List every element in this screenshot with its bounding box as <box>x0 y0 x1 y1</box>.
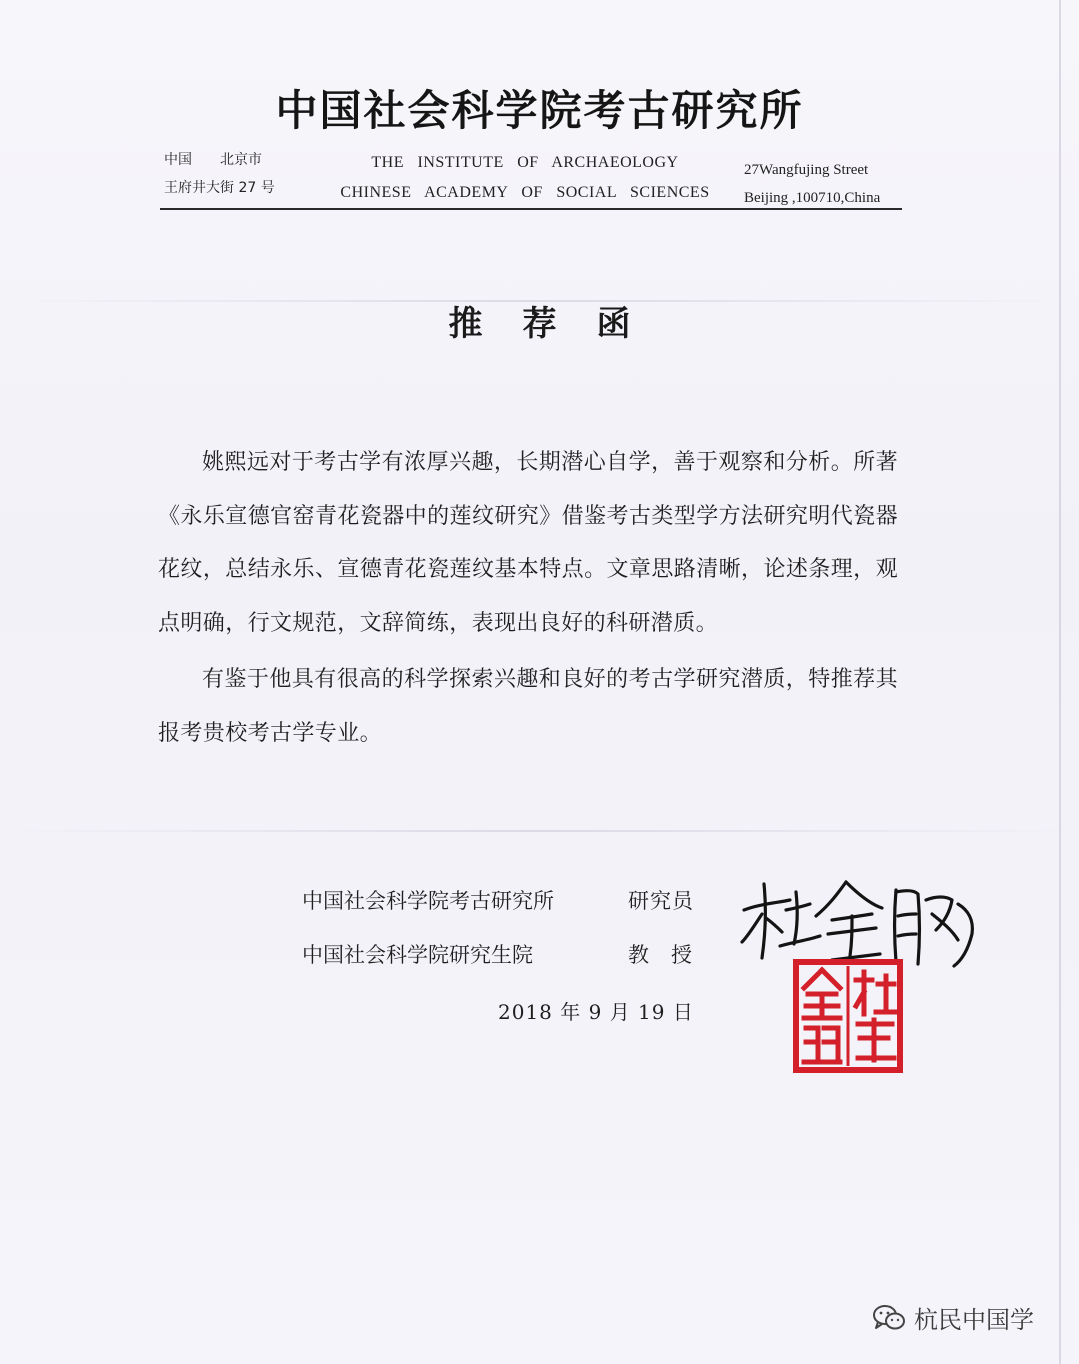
signoff-line <box>302 874 714 928</box>
paper-fold <box>0 830 1079 832</box>
signoff-block <box>302 874 714 982</box>
signoff-org: 中国社会科学院研究生院 <box>302 943 533 967</box>
letterhead-address-cn <box>164 146 275 202</box>
paper-edge <box>1059 0 1061 1364</box>
address-cn-line: 王府井大街 27 号 <box>164 180 275 196</box>
address-en-line: Beijing ,100710,China <box>744 190 881 206</box>
letter-body <box>158 436 898 760</box>
body-paragraph: 有鉴于他具有很高的科学探索兴趣和良好的考古学研究潜质，特推荐其报考贵校考古学专业。 <box>158 667 898 746</box>
letterhead-title: 中国社会科学院考古研究所 <box>275 86 804 135</box>
wechat-icon <box>872 1304 906 1332</box>
signoff-role: 研究员 <box>628 889 694 913</box>
name-en-line: CHINESE ACADEMY OF SOCIAL SCIENCES <box>340 184 710 201</box>
letterhead-name-en <box>330 148 720 208</box>
letterhead-address-en <box>744 156 880 212</box>
name-en-line: THE INSTITUTE OF ARCHAEOLOGY <box>371 154 679 171</box>
document-title: 推荐函 <box>448 304 671 344</box>
watermark <box>872 1300 1034 1335</box>
address-en-line: 27Wangfujing Street <box>744 162 869 178</box>
address-cn-line: 中国 北京市 <box>164 152 262 168</box>
body-paragraph: 姚熙远对于考古学有浓厚兴趣，长期潜心自学，善于观察和分析。所著《永乐宣德官窑青花瓷器中的莲纹研究》借鉴考古类型学方法研究明代瓷器花纹，总结永乐、宣德青花瓷莲纹基本特点。文章思路清晰，论述条理，观点明确，行文规范，文辞简练，表现出良好的科研潜质。 <box>158 450 898 636</box>
letterhead-divider <box>160 208 902 210</box>
watermark-text: 杭民中国学 <box>914 1306 1034 1334</box>
signoff-line <box>302 928 714 982</box>
letter-date: 2018 年 9 月 19 日 <box>498 1000 694 1024</box>
signoff-org: 中国社会科学院考古研究所 <box>302 889 554 913</box>
signoff-role: 教授 <box>628 943 714 967</box>
red-seal <box>792 958 904 1074</box>
